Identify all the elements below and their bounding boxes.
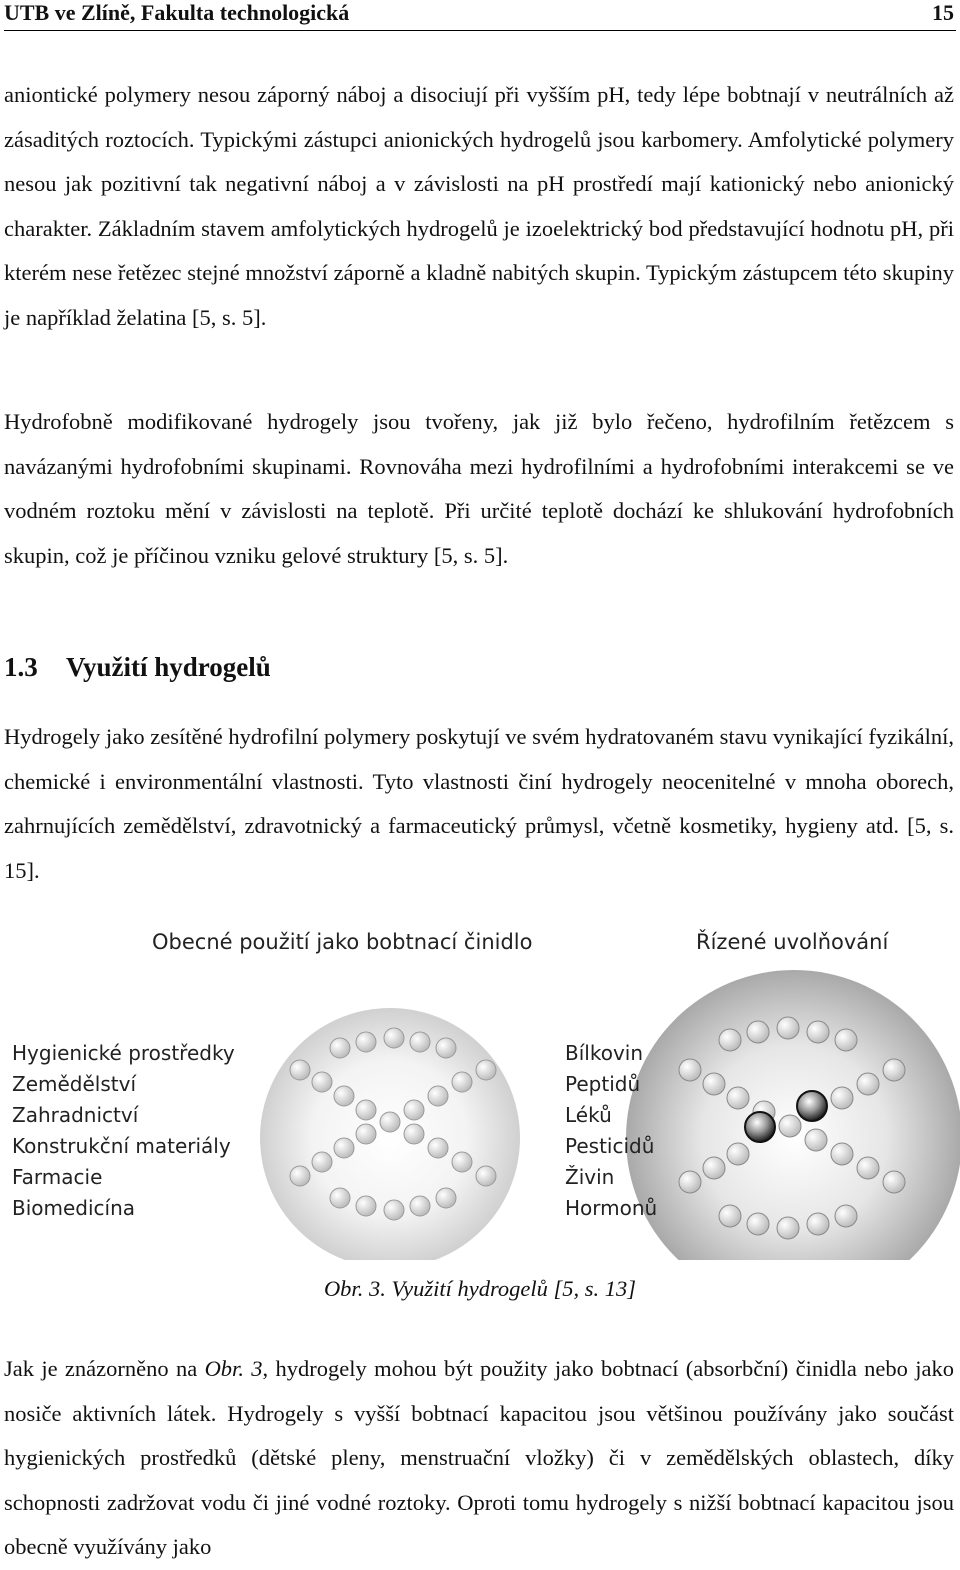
paragraph-hydrophobic-hydrogels: Hydrofobně modifikované hydrogely jsou tvořeny, jak již bylo řečeno, hydrofilním řetězcem s navázanými hydrofobními skupinami. Rovnováha mezi hydrofilními a hydrofobními interakcemi se ve vodném roztoku mění v závislosti na teplotě. Při určité teplotě dochází ke shlukování hydrofobních skupin, což je příčinou vzniku gelové struktury [5, s. 5]. bbox=[4, 409, 954, 568]
list-item: Pesticidů bbox=[565, 1134, 655, 1158]
list-item: Léků bbox=[565, 1103, 612, 1127]
section-title: Využití hydrogelů bbox=[66, 652, 271, 682]
released-particle-2 bbox=[797, 1091, 827, 1121]
list-item: Hormonů bbox=[565, 1196, 658, 1220]
released-particle-1 bbox=[745, 1112, 775, 1142]
controlled-release-list bbox=[565, 1038, 657, 1224]
hydrogel-use-figure bbox=[0, 930, 960, 1260]
list-item: Živin bbox=[565, 1165, 615, 1189]
section-heading bbox=[4, 652, 271, 683]
text-run: , hydrogely mohou být použity jako bobtnací (absorbční) činidla nebo jako nosiče aktivních látek. Hydrogely s vyšší bobtnací kapacitou jsou většinou používány jako součást hygienických prostředků (dětské pleny, menstruační vložky) či v zemědělských oblastech, díky schopnosti zadržovat vodu či jiné vodné roztoky. Oproti tomu hydrogely s nižší bobtnací kapacitou jsou obecně využívány jako bbox=[4, 1356, 954, 1560]
list-item: Zahradnictví bbox=[12, 1103, 139, 1127]
list-item: Hygienické prostředky bbox=[12, 1041, 235, 1065]
figure-reference: Obr. 3 bbox=[204, 1356, 263, 1381]
list-item: Farmacie bbox=[12, 1165, 103, 1189]
figure-caption: Obr. 3. Využití hydrogelů [5, s. 13] bbox=[323, 1276, 637, 1301]
list-item: Biomedicína bbox=[12, 1196, 136, 1220]
list-item: Zemědělství bbox=[12, 1072, 137, 1096]
text-run: Jak je znázorněno na bbox=[4, 1356, 205, 1381]
list-item: Konstrukční materiály bbox=[12, 1134, 231, 1158]
page-number: 15 bbox=[932, 0, 954, 25]
list-item: Peptidů bbox=[565, 1072, 641, 1096]
header-title: UTB ve Zlíně, Fakulta technologická bbox=[4, 0, 350, 25]
list-item: Bílkovin bbox=[565, 1041, 644, 1065]
paragraph-hydrogel-uses: Hydrogely jako zesítěné hydrofilní polymery poskytují ve svém hydratovaném stavu vynikající fyzikální, chemické i environmentální vlastnosti. Tyto vlastnosti činí hydrogely neocenitelné v mnoha oborech, zahrnujících zemědělství, zdravotnický a farmaceutický průmysl, včetně kosmetiky, hygieny atd. [5, s. 15]. bbox=[4, 724, 954, 883]
paragraph-figure-discussion bbox=[4, 1347, 954, 1570]
swelling-agent-list bbox=[12, 1038, 235, 1224]
paragraph-ionic-hydrogels: aniontické polymery nesou záporný náboj a disociují při vyšším pH, tedy lépe bobtnají v neutrálních až zásaditých roztocích. Typickými zástupci anionických hydrogelů jsou karbomery. Amfolytické polymery nesou jak pozitivní tak negativní náboj a v závislosti na pH prostředí mají kationický nebo anionický charakter. Základním stavem amfolytických hydrogelů je izoelektrický bod představující hodnotu pH, při kterém nese řetězec stejné množství záporně a kladně nabitých skupin. Typickým zástupcem této skupiny je například želatina [5, s. 5]. bbox=[4, 82, 954, 330]
figure-left-title: Obecné použití jako bobtnací činidlo bbox=[152, 930, 533, 954]
section-number: 1.3 bbox=[4, 652, 38, 682]
figure-right-title: Řízené uvolňování bbox=[696, 930, 889, 954]
page-header bbox=[4, 0, 956, 31]
